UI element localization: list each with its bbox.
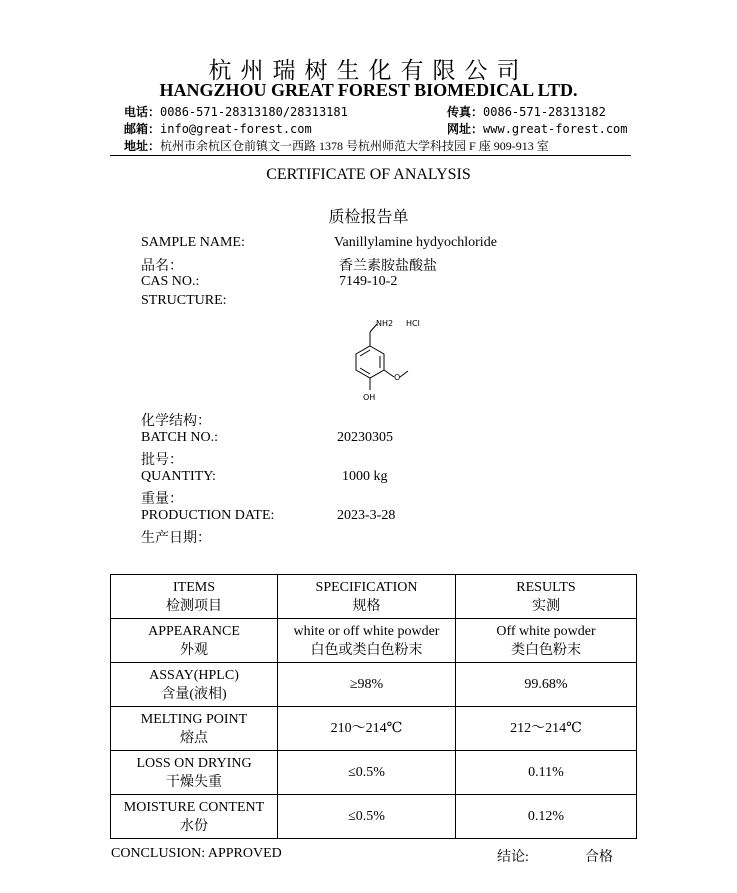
item-en: APPEARANCE (148, 623, 240, 639)
email-line (124, 120, 312, 137)
phone-line (124, 103, 348, 120)
item-cell (111, 707, 278, 751)
sample-name-value: Vanillylamine hydyochloride (334, 235, 497, 250)
header-items-cn: 检测项目 (166, 598, 222, 614)
result-cell (456, 619, 637, 663)
table-row (111, 663, 637, 707)
quantity-label-cn: 重量： (141, 492, 183, 507)
sample-name-label-cn: 品名： (141, 259, 183, 274)
chemical-structure (340, 312, 450, 407)
spec-cell: ≤0.5% (278, 751, 456, 795)
spec-cell: ≥98% (278, 663, 456, 707)
batch-label-cn: 批号： (141, 453, 183, 468)
batch-label: BATCH NO.: (141, 430, 219, 445)
fax-line (447, 103, 606, 120)
result-cell: 212～214℃ (456, 707, 637, 751)
spec-cell: ≤0.5% (278, 795, 456, 839)
batch-value: 20230305 (337, 430, 393, 445)
spec-en: white or off white powder (293, 623, 440, 639)
item-cell (111, 619, 278, 663)
fax-value: 0086-571-28313182 (483, 105, 606, 119)
spec-cell: 210～214℃ (278, 707, 456, 751)
result-cell: 0.12% (456, 795, 637, 839)
address-value: 杭州市余杭区仓前镇文一西路 1378 号杭州师范大学科技园 F 座 909-913 室 (160, 139, 549, 153)
table-row (111, 795, 637, 839)
item-cell (111, 751, 278, 795)
sample-name-label: SAMPLE NAME: (141, 235, 245, 250)
web-label: 网址： (447, 122, 484, 136)
email-value: info@great-forest.com (160, 122, 312, 136)
item-cell (111, 663, 278, 707)
item-en: LOSS ON DRYING (136, 755, 252, 771)
phone-value: 0086-571-28313180/28313181 (160, 105, 348, 119)
item-en: MOISTURE CONTENT (123, 799, 265, 815)
production-date-value: 2023-3-28 (337, 508, 396, 523)
table-row (111, 751, 637, 795)
header-results-cn: 实测 (532, 598, 560, 614)
table-row (111, 619, 637, 663)
address-label: 地址： (124, 139, 161, 153)
amine-label: NH2 (376, 319, 394, 328)
conclusion-en: CONCLUSION: APPROVED (111, 846, 282, 861)
header-spec (278, 575, 456, 619)
fax-label: 传真： (447, 105, 484, 119)
hcl-label: HCl (406, 319, 420, 328)
company-name-en: HANGZHOU GREAT FOREST BIOMEDICAL LTD. (159, 80, 578, 100)
header-spec-en: SPECIFICATION (315, 579, 418, 595)
result-cell: 99.68% (456, 663, 637, 707)
cas-value: 7149-10-2 (339, 274, 398, 289)
web-line (447, 120, 628, 137)
header-items (111, 575, 278, 619)
item-cell (111, 795, 278, 839)
quantity-label: QUANTITY: (141, 469, 216, 484)
company-name-cn: 杭州瑞树生化有限公司 (208, 58, 529, 83)
header-divider (110, 155, 631, 156)
conclusion-value-cn: 合格 (585, 850, 613, 865)
table-row (111, 707, 637, 751)
web-value: www.great-forest.com (483, 122, 628, 136)
address-line (124, 137, 549, 154)
email-label: 邮箱： (124, 122, 161, 136)
item-cn: 熔点 (180, 730, 208, 746)
item-cn: 干燥失重 (166, 774, 222, 790)
production-date-label: PRODUCTION DATE: (141, 508, 275, 523)
table-header-row (111, 575, 637, 619)
conclusion-label-cn: 结论: (497, 850, 529, 865)
result-en: Off white powder (496, 623, 596, 639)
quantity-value: 1000 kg (342, 469, 388, 484)
header-results (456, 575, 637, 619)
item-cn: 水份 (180, 818, 208, 834)
certificate-title: CERTIFICATE OF ANALYSIS (266, 166, 471, 183)
result-cell: 0.11% (456, 751, 637, 795)
spec-cn: 白色或类白色粉末 (310, 642, 423, 658)
methoxy-oxygen-label: O (394, 373, 401, 382)
header-spec-cn: 规格 (352, 598, 381, 614)
analysis-table (110, 574, 637, 839)
item-cn: 外观 (180, 642, 208, 658)
sample-name-value-cn: 香兰素胺盐酸盐 (339, 259, 437, 274)
hydroxyl-label: OH (363, 393, 376, 402)
cas-label: CAS NO.: (141, 274, 200, 289)
phone-label: 电话： (124, 105, 161, 119)
spec-cell (278, 619, 456, 663)
header-items-en: ITEMS (173, 579, 215, 595)
header-results-en: RESULTS (516, 579, 576, 595)
item-cn: 含量(液相) (161, 686, 227, 702)
structure-label-cn: 化学结构： (141, 414, 211, 429)
structure-label: STRUCTURE: (141, 293, 227, 308)
result-cn: 类白色粉末 (511, 642, 581, 658)
item-en: ASSAY(HPLC) (149, 667, 239, 683)
production-date-label-cn: 生产日期： (141, 531, 211, 546)
certificate-title-cn: 质检报告单 (328, 209, 409, 226)
item-en: MELTING POINT (140, 711, 248, 727)
